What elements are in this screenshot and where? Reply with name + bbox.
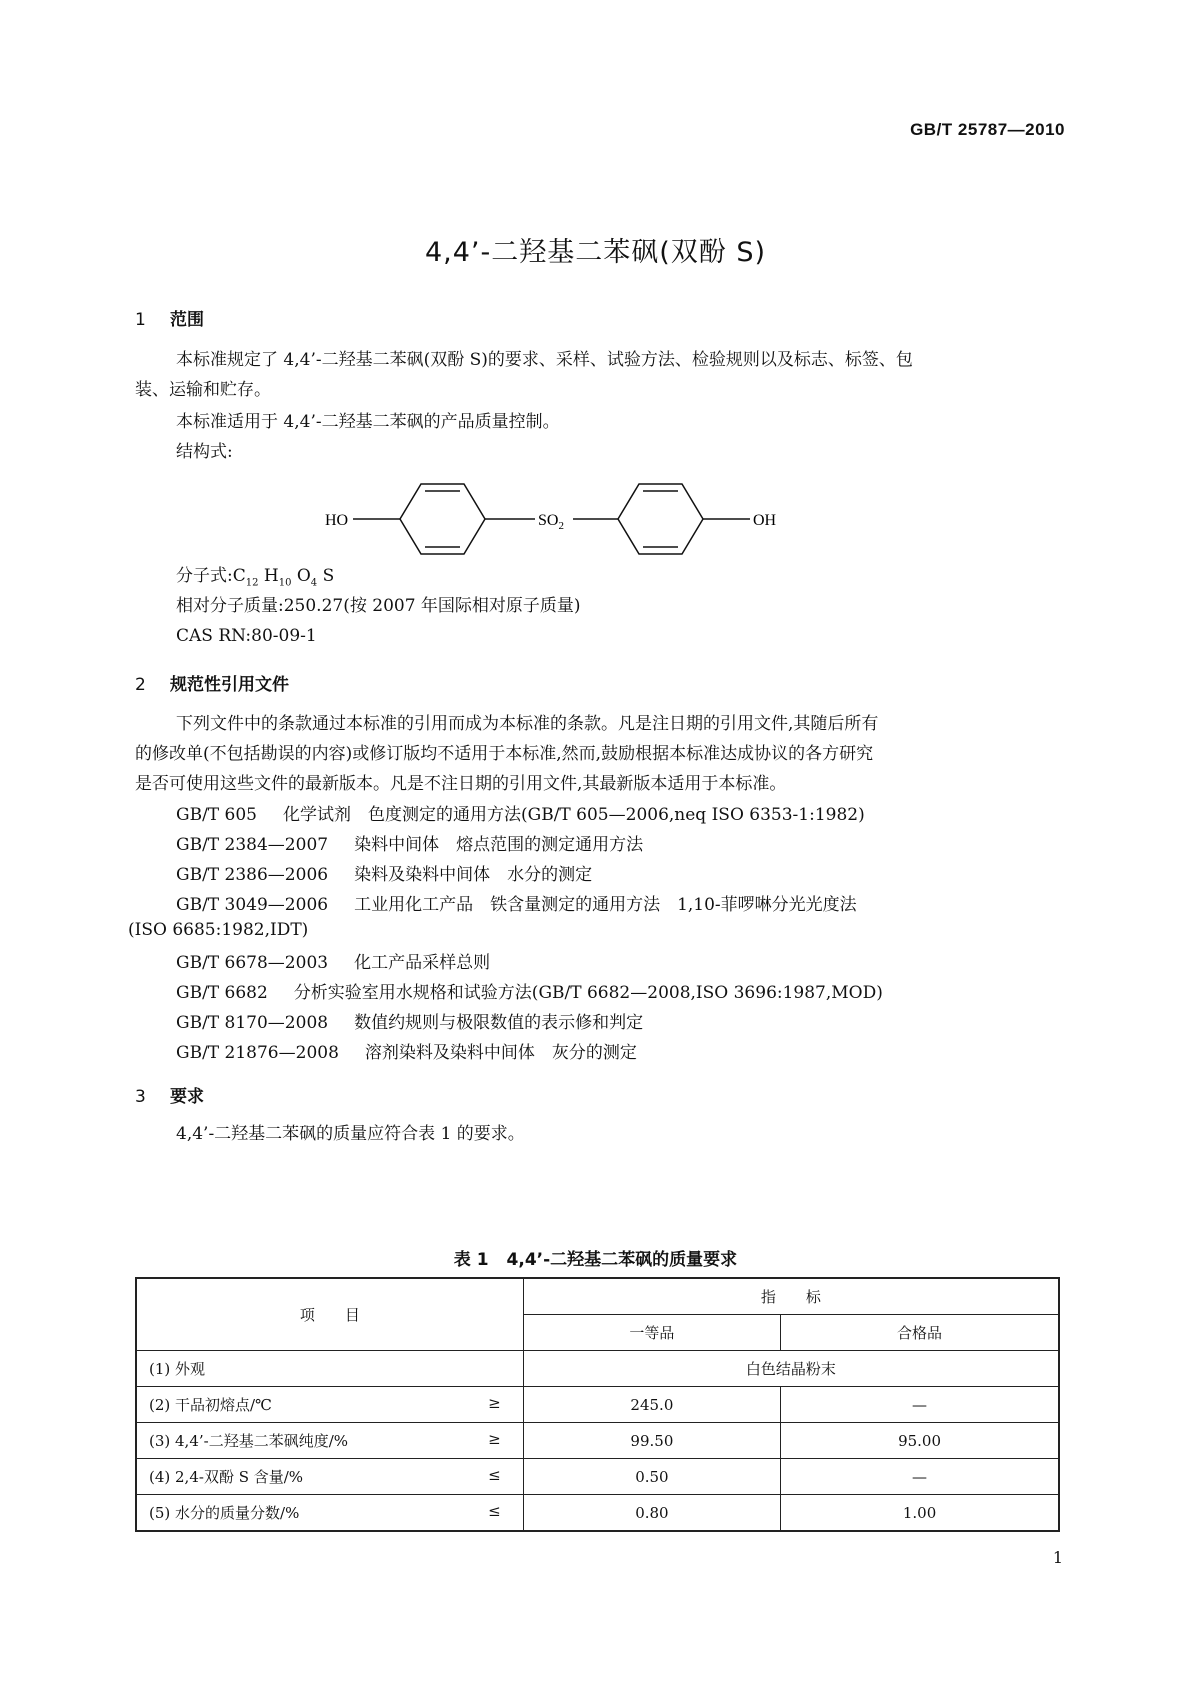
references-intro-line2: 的修改单(不包括勘误的内容)或修订版均不适用于本标准,然而,鼓励根据本标准达成协议的各方研究 xyxy=(135,744,874,764)
header-index: 指 标 xyxy=(523,1278,1059,1315)
reference-item xyxy=(176,800,865,825)
table-caption xyxy=(0,1245,1191,1270)
row-value-qualified: 1.00 xyxy=(781,1495,1059,1532)
reference-item xyxy=(176,978,883,1003)
row-value-first: 245.0 xyxy=(523,1387,780,1423)
formula-c-count: 12 xyxy=(245,577,259,589)
table-row xyxy=(136,1423,1059,1459)
comparison-symbol: ≥ xyxy=(488,1394,501,1412)
table-number: 表 1 xyxy=(453,1250,489,1270)
molecular-mass: 相对分子质量:250.27(按 2007 年国际相对原子质量) xyxy=(176,596,581,616)
comparison-symbol: ≤ xyxy=(488,1466,501,1484)
table-row xyxy=(136,1459,1059,1495)
page-number: 1 xyxy=(1052,1548,1063,1567)
section-3-heading xyxy=(135,1082,204,1107)
formula-h-count: 10 xyxy=(278,577,292,589)
table-row xyxy=(136,1387,1059,1423)
standard-number: GB/T 25787—2010 xyxy=(910,120,1065,139)
row-value-qualified: 95.00 xyxy=(781,1423,1059,1459)
reference-title: 染料中间体 熔点范围的测定通用方法 xyxy=(354,835,644,855)
comparison-symbol: ≤ xyxy=(488,1502,501,1520)
reference-continuation: (ISO 6685:1982,IDT) xyxy=(128,920,309,940)
header-item: 项 目 xyxy=(136,1278,523,1351)
section-1-heading xyxy=(135,305,204,330)
header-grade-first: 一等品 xyxy=(523,1315,780,1351)
so2-group-label xyxy=(538,512,564,532)
item-label: (4) 2,4-双酚 S 含量/% xyxy=(149,1468,304,1486)
section-number: 3 xyxy=(135,1087,146,1107)
quality-requirements-table xyxy=(135,1277,1060,1532)
structural-formula xyxy=(320,480,790,560)
section-number: 1 xyxy=(135,310,146,330)
requirements-paragraph: 4,4’-二羟基二苯砜的质量应符合表 1 的要求。 xyxy=(176,1124,525,1144)
reference-item xyxy=(176,1008,643,1033)
section-2-heading xyxy=(135,670,289,695)
section-title: 规范性引用文件 xyxy=(170,675,289,695)
reference-code: GB/T 605 xyxy=(176,805,257,825)
row-item xyxy=(136,1459,523,1495)
formula-label: 分子式: xyxy=(176,566,233,586)
row-item xyxy=(136,1495,523,1532)
comparison-symbol: ≥ xyxy=(488,1430,501,1448)
cas-number: CAS RN:80-09-1 xyxy=(176,626,317,646)
oh-group-label: OH xyxy=(753,512,777,529)
reference-item xyxy=(176,860,592,885)
reference-code: GB/T 3049—2006 xyxy=(176,895,329,915)
reference-title: 分析实验室用水规格和试验方法(GB/T 6682—2008,ISO 3696:1987,MOD) xyxy=(293,983,883,1003)
reference-item xyxy=(176,948,490,973)
reference-title: 溶剂染料及染料中间体 灰分的测定 xyxy=(364,1043,637,1063)
reference-code: GB/T 2384—2007 xyxy=(176,835,329,855)
document-title: 4,4’-二羟基二苯砜(双酚 S) xyxy=(424,237,767,268)
formula-h: H xyxy=(263,566,279,586)
structure-label: 结构式: xyxy=(176,442,233,462)
reference-code: GB/T 6682 xyxy=(176,983,268,1003)
section-title: 要求 xyxy=(170,1087,204,1107)
table-title: 4,4’-二羟基二苯砜的质量要求 xyxy=(506,1250,738,1270)
reference-title: 染料及染料中间体 水分的测定 xyxy=(354,865,593,885)
table-row xyxy=(136,1495,1059,1532)
reference-item xyxy=(176,1038,637,1063)
reference-code: GB/T 2386—2006 xyxy=(176,865,329,885)
table-header-row xyxy=(136,1278,1059,1315)
reference-code: GB/T 8170—2008 xyxy=(176,1013,329,1033)
ho-group-label: HO xyxy=(325,512,349,529)
row-item xyxy=(136,1387,523,1423)
item-label: (1) 外观 xyxy=(149,1360,206,1378)
references-intro-line3: 是否可使用这些文件的最新版本。凡是不注日期的引用文件,其最新版本适用于本标准。 xyxy=(135,774,787,794)
benzene-ring-left xyxy=(400,484,485,554)
reference-item xyxy=(176,830,643,855)
reference-code: GB/T 21876—2008 xyxy=(176,1043,339,1063)
reference-code: GB/T 6678—2003 xyxy=(176,953,329,973)
row-value-first: 99.50 xyxy=(523,1423,780,1459)
scope-applicability: 本标准适用于 4,4’-二羟基二苯砜的产品质量控制。 xyxy=(176,412,560,432)
row-value-first: 0.50 xyxy=(523,1459,780,1495)
reference-title: 化工产品采样总则 xyxy=(354,953,491,973)
references-intro-line1: 下列文件中的条款通过本标准的引用而成为本标准的条款。凡是注日期的引用文件,其随后所有 xyxy=(176,714,879,734)
ring-spacer xyxy=(461,487,478,514)
reference-title: 工业用化工产品 铁含量测定的通用方法 1,10-菲啰啉分光光度法 xyxy=(354,895,857,915)
formula-c: C xyxy=(232,566,246,586)
reference-item xyxy=(176,890,857,915)
item-label: (3) 4,4’-二羟基二苯砜纯度/% xyxy=(149,1432,349,1450)
formula-o: O xyxy=(296,566,311,586)
scope-paragraph-line2: 装、运输和贮存。 xyxy=(135,380,271,400)
row-value-qualified: — xyxy=(781,1387,1059,1423)
row-value-first: 0.80 xyxy=(523,1495,780,1532)
item-label: (5) 水分的质量分数/% xyxy=(149,1504,300,1522)
reference-title: 化学试剂 色度测定的通用方法(GB/T 605—2006,neq ISO 6353-1:1982) xyxy=(283,805,865,825)
header-grade-qualified: 合格品 xyxy=(781,1315,1059,1351)
so-text: SO xyxy=(538,512,559,529)
reference-title: 数值约规则与极限数值的表示修和判定 xyxy=(354,1013,644,1033)
row-value: 白色结晶粉末 xyxy=(523,1351,1059,1387)
row-item xyxy=(136,1423,523,1459)
table-row xyxy=(136,1351,1059,1387)
item-label: (2) 干品初熔点/℃ xyxy=(149,1396,272,1414)
section-number: 2 xyxy=(135,675,146,695)
formula-o-count: 4 xyxy=(310,577,318,589)
section-title: 范围 xyxy=(170,310,204,330)
formula-s: S xyxy=(322,566,335,586)
scope-paragraph-line1: 本标准规定了 4,4’-二羟基二苯砜(双酚 S)的要求、采样、试验方法、检验规则以及标志、标签、包 xyxy=(176,350,913,370)
benzene-ring-right xyxy=(618,484,703,554)
so2-subscript: 2 xyxy=(558,520,564,532)
row-item xyxy=(136,1351,523,1387)
row-value-qualified: — xyxy=(781,1459,1059,1495)
